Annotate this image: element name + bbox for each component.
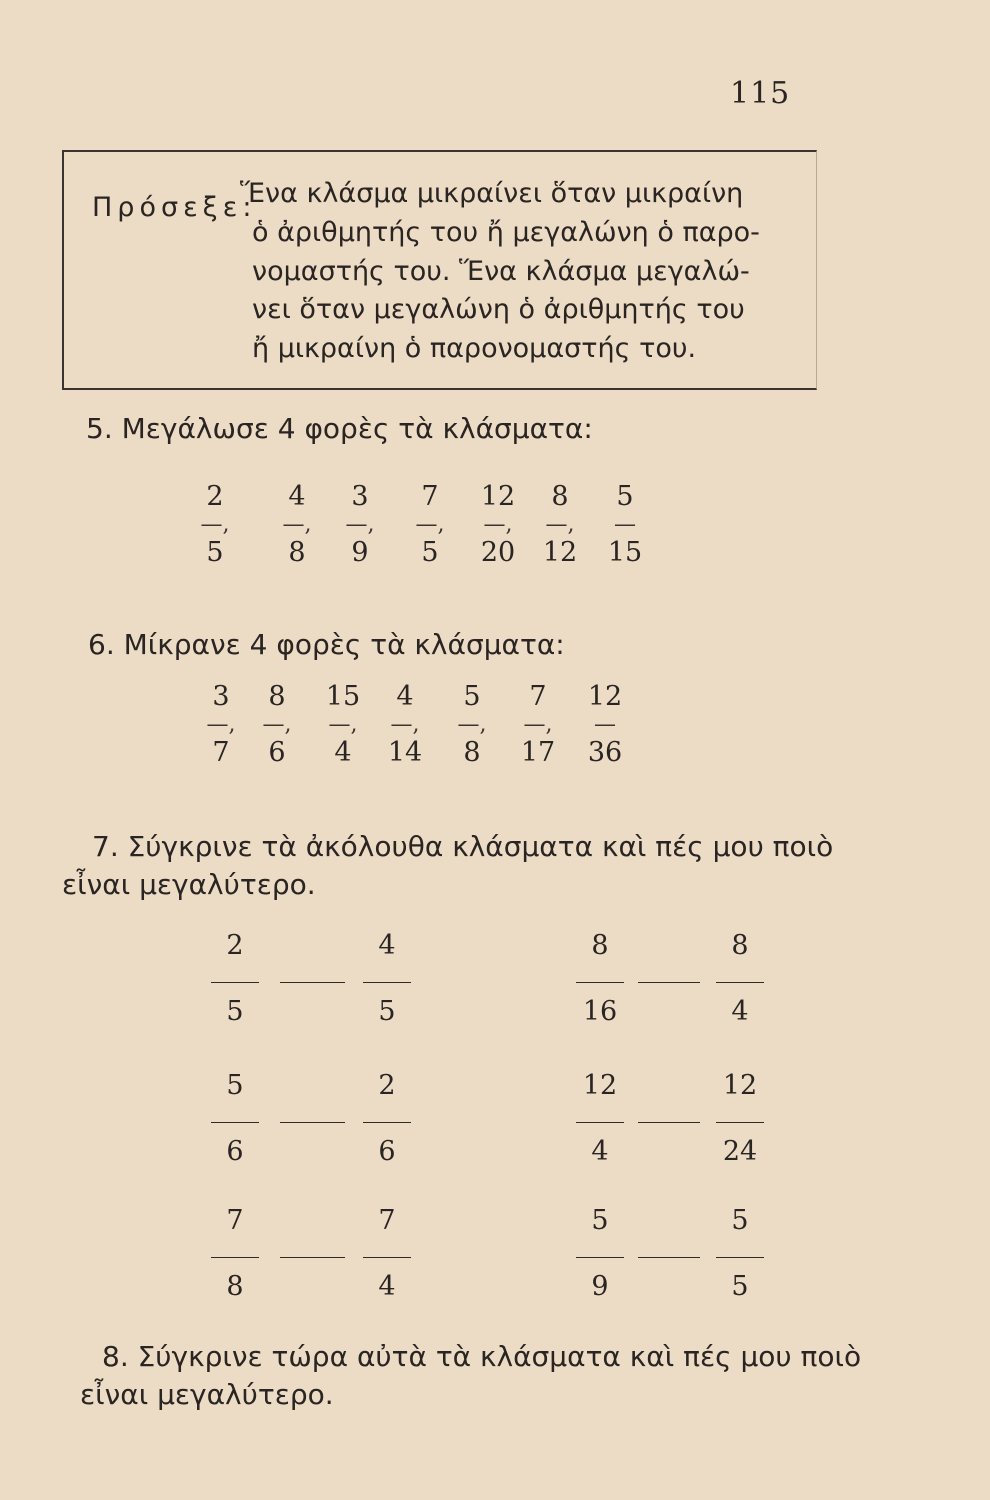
denominator: 16	[582, 996, 618, 1027]
note-line-2: ὁ ἀριθμητής του ἤ μεγαλώνη ὁ παρο-	[252, 217, 760, 248]
denominator: 24	[722, 1136, 758, 1167]
numerator: 12	[722, 1070, 758, 1101]
numerator: 12	[582, 1070, 618, 1101]
numerator: 5	[463, 681, 481, 712]
fraction-bar	[211, 982, 259, 983]
numerator: 12	[587, 681, 623, 712]
denominator: 8	[288, 537, 306, 568]
denominator: 6	[378, 1136, 396, 1167]
numerator: 5	[616, 481, 634, 512]
fraction-bar	[363, 1122, 411, 1123]
numerator: 7	[421, 481, 439, 512]
denominator: 9	[591, 1271, 609, 1302]
denominator: 4	[591, 1136, 609, 1167]
denominator: 7	[212, 737, 230, 768]
answer-blank	[638, 1122, 700, 1123]
fraction-bar: —,	[415, 512, 445, 537]
numerator: 8	[591, 930, 609, 961]
ex5-fraction	[180, 480, 250, 570]
fraction-bar: —,	[200, 512, 230, 537]
fraction-bar: —,	[282, 512, 312, 537]
fraction-bar: —,	[345, 512, 375, 537]
fraction-bar	[716, 1257, 764, 1258]
fraction-bar: —	[614, 512, 636, 537]
numerator: 2	[378, 1070, 396, 1101]
numerator: 4	[396, 681, 414, 712]
ex5-fraction	[525, 480, 595, 570]
fraction-bar	[363, 1257, 411, 1258]
ex6-fraction	[437, 680, 507, 770]
note-line-3: νομαστής του. Ἕνα κλάσμα μεγαλώ-	[252, 256, 750, 287]
answer-blank	[638, 1257, 700, 1258]
numerator: 2	[226, 930, 244, 961]
ex6-fraction	[570, 680, 640, 770]
ex5-fraction	[262, 480, 332, 570]
exercise-7-line-2: εἶναι μεγαλύτερο.	[62, 868, 316, 901]
denominator: 4	[334, 737, 352, 768]
numerator: 5	[731, 1205, 749, 1236]
numerator: 8	[268, 681, 286, 712]
numerator: 2	[206, 481, 224, 512]
ex5-fraction	[325, 480, 395, 570]
numerator: 4	[378, 930, 396, 961]
answer-blank	[280, 1122, 345, 1123]
numerator: 7	[378, 1205, 396, 1236]
denominator: 15	[607, 537, 643, 568]
numerator: 5	[591, 1205, 609, 1236]
denominator: 6	[268, 737, 286, 768]
exercise-6-heading: 6. Μίκρανε 4 φορὲς τὰ κλάσματα:	[88, 628, 565, 661]
page-number: 115	[730, 76, 791, 111]
ex5-fraction	[463, 480, 533, 570]
answer-blank	[638, 982, 700, 983]
fraction-bar: —,	[457, 712, 487, 737]
fraction-bar: —,	[206, 712, 236, 737]
denominator: 4	[378, 1271, 396, 1302]
numerator: 7	[529, 681, 547, 712]
note-line-5: ἤ μικραίνη ὁ παρονομαστής του.	[252, 333, 697, 364]
denominator: 5	[421, 537, 439, 568]
denominator: 5	[731, 1271, 749, 1302]
numerator: 3	[212, 681, 230, 712]
note-label: Πρόσεξε:	[92, 192, 257, 223]
ex6-fraction	[308, 680, 378, 770]
exercise-5-heading: 5. Μεγάλωσε 4 φορὲς τὰ κλάσματα:	[86, 412, 593, 445]
numerator: 4	[288, 481, 306, 512]
numerator: 3	[351, 481, 369, 512]
numerator: 7	[226, 1205, 244, 1236]
denominator: 20	[480, 537, 516, 568]
fraction-bar	[716, 1122, 764, 1123]
denominator: 8	[226, 1271, 244, 1302]
ex6-fraction	[370, 680, 440, 770]
fraction-bar: —	[594, 712, 616, 737]
fraction-bar: —,	[545, 512, 575, 537]
fraction-bar: —,	[483, 512, 513, 537]
denominator: 8	[463, 737, 481, 768]
fraction-bar	[363, 982, 411, 983]
ex6-fraction	[242, 680, 312, 770]
denominator: 5	[206, 537, 224, 568]
answer-blank	[280, 1257, 345, 1258]
fraction-bar: —,	[328, 712, 358, 737]
numerator: 15	[325, 681, 361, 712]
fraction-bar: —,	[523, 712, 553, 737]
denominator: 12	[542, 537, 578, 568]
numerator: 12	[480, 481, 516, 512]
denominator: 14	[387, 737, 423, 768]
fraction-bar	[576, 982, 624, 983]
denominator: 5	[378, 996, 396, 1027]
denominator: 5	[226, 996, 244, 1027]
fraction-bar: —,	[262, 712, 292, 737]
ex6-fraction	[503, 680, 573, 770]
note-line-1: Ἕνα κλάσμα μικραίνει ὅταν μικραίνη	[240, 178, 744, 209]
fraction-bar: —,	[390, 712, 420, 737]
note-line-4: νει ὅταν μεγαλώνη ὁ ἀριθμητής του	[252, 294, 745, 325]
numerator: 8	[731, 930, 749, 961]
fraction-bar	[211, 1257, 259, 1258]
exercise-7-line-1: 7. Σύγκρινε τὰ ἀκόλουθα κλάσματα καὶ πές μου ποιὸ	[92, 830, 834, 863]
denominator: 9	[351, 537, 369, 568]
denominator: 4	[731, 996, 749, 1027]
answer-blank	[280, 982, 345, 983]
denominator: 17	[520, 737, 556, 768]
ex5-fraction	[590, 480, 660, 570]
exercise-8-line-1: 8. Σύγκρινε τώρα αὐτὰ τὰ κλάσματα καὶ πές μου ποιὸ	[102, 1340, 862, 1373]
fraction-bar	[576, 1257, 624, 1258]
numerator: 8	[551, 481, 569, 512]
ex5-fraction	[395, 480, 465, 570]
denominator: 6	[226, 1136, 244, 1167]
numerator: 5	[226, 1070, 244, 1101]
fraction-bar	[211, 1122, 259, 1123]
denominator: 36	[587, 737, 623, 768]
exercise-8-line-2: εἶναι μεγαλύτερο.	[80, 1378, 334, 1411]
fraction-bar	[716, 982, 764, 983]
fraction-bar	[576, 1122, 624, 1123]
